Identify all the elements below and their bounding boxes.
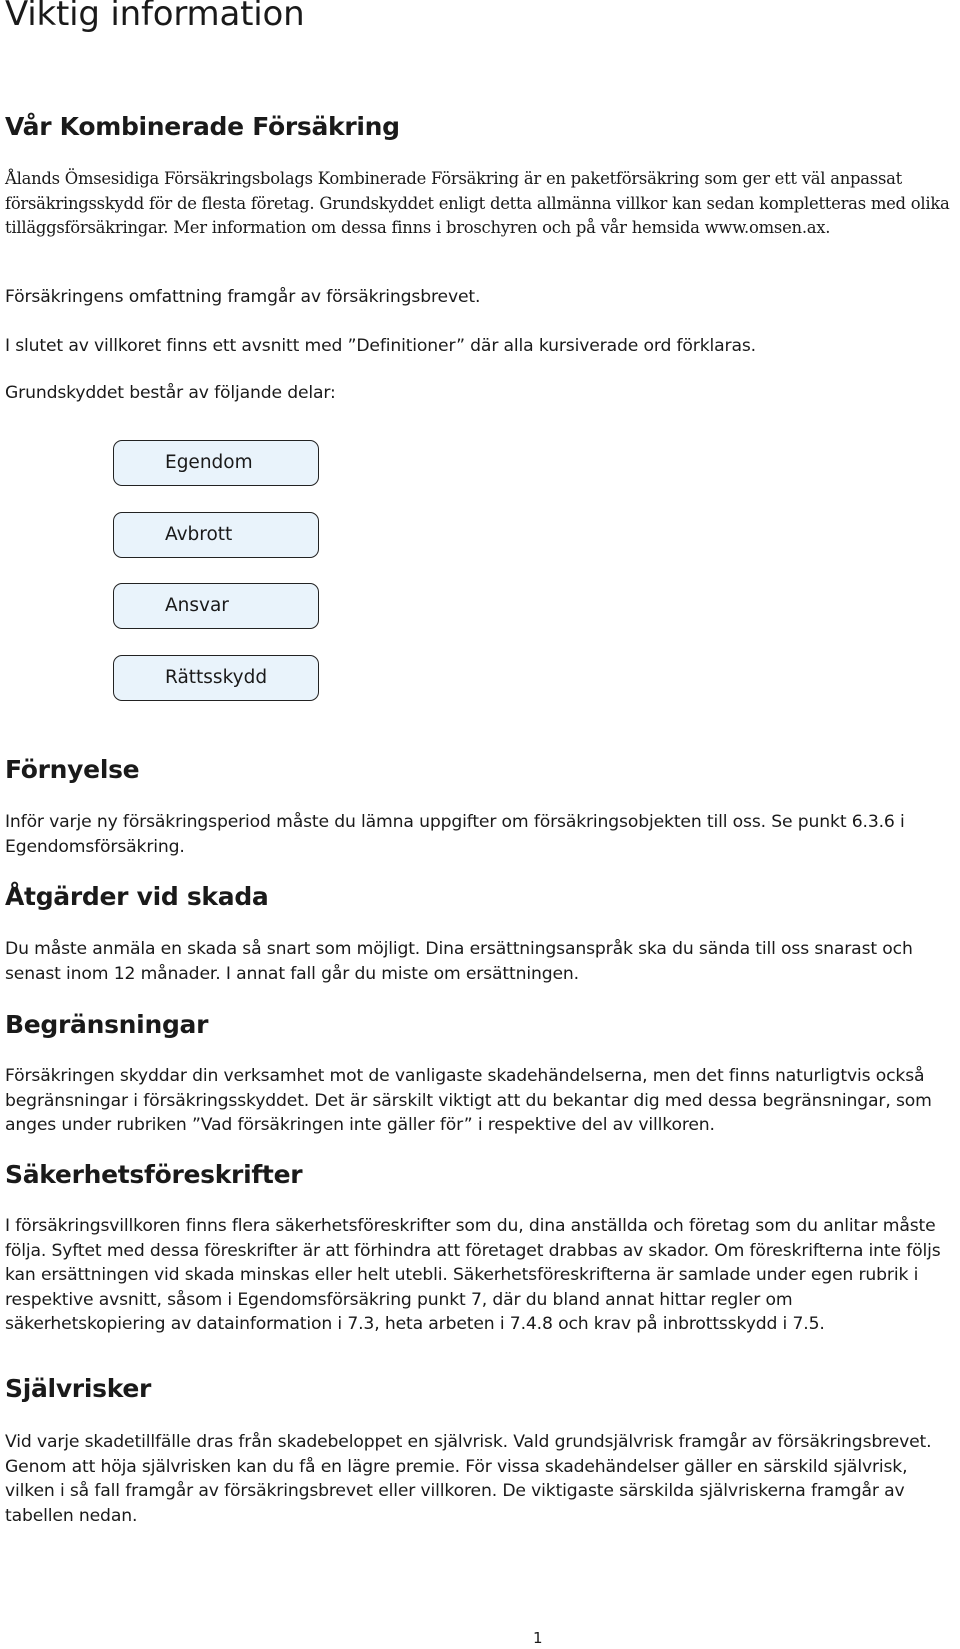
- kombinerade-intro-paragraph: Ålands Ömsesidiga Försäkringsbolags Kombinerade Försäkring är en paketförsäkring som ger ett väl anpassat försäkringsskydd för de flesta företag. Grundskyddet enligt detta allmänna villkor kan sedan kompletteras med olika tilläggsförsäkringar. Mer information om dessa finns i broschyren och på vår hemsida www.omsen.ax.: [5, 169, 950, 237]
- section-heading-kombinerade: Vår Kombinerade Försäkring: [5, 112, 400, 141]
- part-label: Ansvar: [165, 595, 229, 616]
- begransningar-paragraph: Försäkringen skyddar din verksamhet mot de vanligaste skadehändelserna, men det finns naturligtvis också begränsningar i försäkringsskyddet. Det är särskilt viktigt att du bekantar dig med dessa begränsningar, som anges under rubriken ”Vad försäkringen inte gäller för” i respektive del av villkoren.: [5, 1066, 932, 1135]
- part-box-avbrott: [113, 512, 319, 558]
- part-box-rattsskydd: [113, 655, 319, 701]
- definitioner-paragraph: I slutet av villkoret finns ett avsnitt med ”Definitioner” där alla kursiverade ord förklaras.: [5, 336, 756, 356]
- sakerhet-paragraph: I försäkringsvillkoren finns flera säkerhetsföreskrifter som du, dina anställda och företag som du anlitar måste följa. Syftet med dessa föreskrifter är att förhindra att företaget drabbas av skador. Om föreskrifterna inte följs kan ersättningen vid skada minskas eller helt utebli. Säkerhetsföreskrifterna är samlade under egen rubrik i respektive avsnitt, såsom i Egendomsförsäkring punkt 7, där du bland annat hittar regler om säkerhetskopiering av datainformation i 7.3, heta arbeten i 7.4.8 och krav på inbrottsskydd i 7.5.: [5, 1216, 941, 1334]
- fornyelse-paragraph: Inför varje ny försäkringsperiod måste du lämna uppgifter om försäkringsobjekten till oss. Se punkt 6.3.6 i Egendomsförsäkring.: [5, 812, 905, 857]
- sjalvrisker-paragraph: Vid varje skadetillfälle dras från skadebeloppet en självrisk. Vald grundsjälvrisk framgår av försäkringsbrevet. Genom att höja självrisken kan du få en lägre premie. För vissa skadehändelser gäller en särskild självrisk, vilken i så fall framgår av försäkringsbrevet eller villkoren. De viktigaste särskilda självriskerna framgår av tabellen nedan.: [5, 1432, 932, 1526]
- section-heading-atgarder: Åtgärder vid skada: [5, 882, 269, 911]
- part-box-ansvar: [113, 583, 319, 629]
- part-label: Rättsskydd: [165, 667, 268, 688]
- atgarder-paragraph: Du måste anmäla en skada så snart som möjligt. Dina ersättningsanspråk ska du sända till oss snarast och senast inom 12 månader. I annat fall går du miste om ersättningen.: [5, 939, 913, 984]
- section-heading-fornyelse: Förnyelse: [5, 755, 140, 784]
- omfattning-paragraph: Försäkringens omfattning framgår av försäkringsbrevet.: [5, 287, 481, 307]
- section-heading-sakerhet: Säkerhetsföreskrifter: [5, 1160, 303, 1189]
- part-box-egendom: [113, 440, 319, 486]
- grundskydd-intro-paragraph: Grundskyddet består av följande delar:: [5, 383, 336, 403]
- part-label: Avbrott: [165, 524, 233, 545]
- part-label: Egendom: [165, 452, 253, 473]
- page-number: 1: [533, 1629, 543, 1647]
- section-heading-begransningar: Begränsningar: [5, 1010, 209, 1039]
- section-heading-sjalvrisker: Självrisker: [5, 1374, 152, 1403]
- page-title: Viktig information: [5, 0, 305, 34]
